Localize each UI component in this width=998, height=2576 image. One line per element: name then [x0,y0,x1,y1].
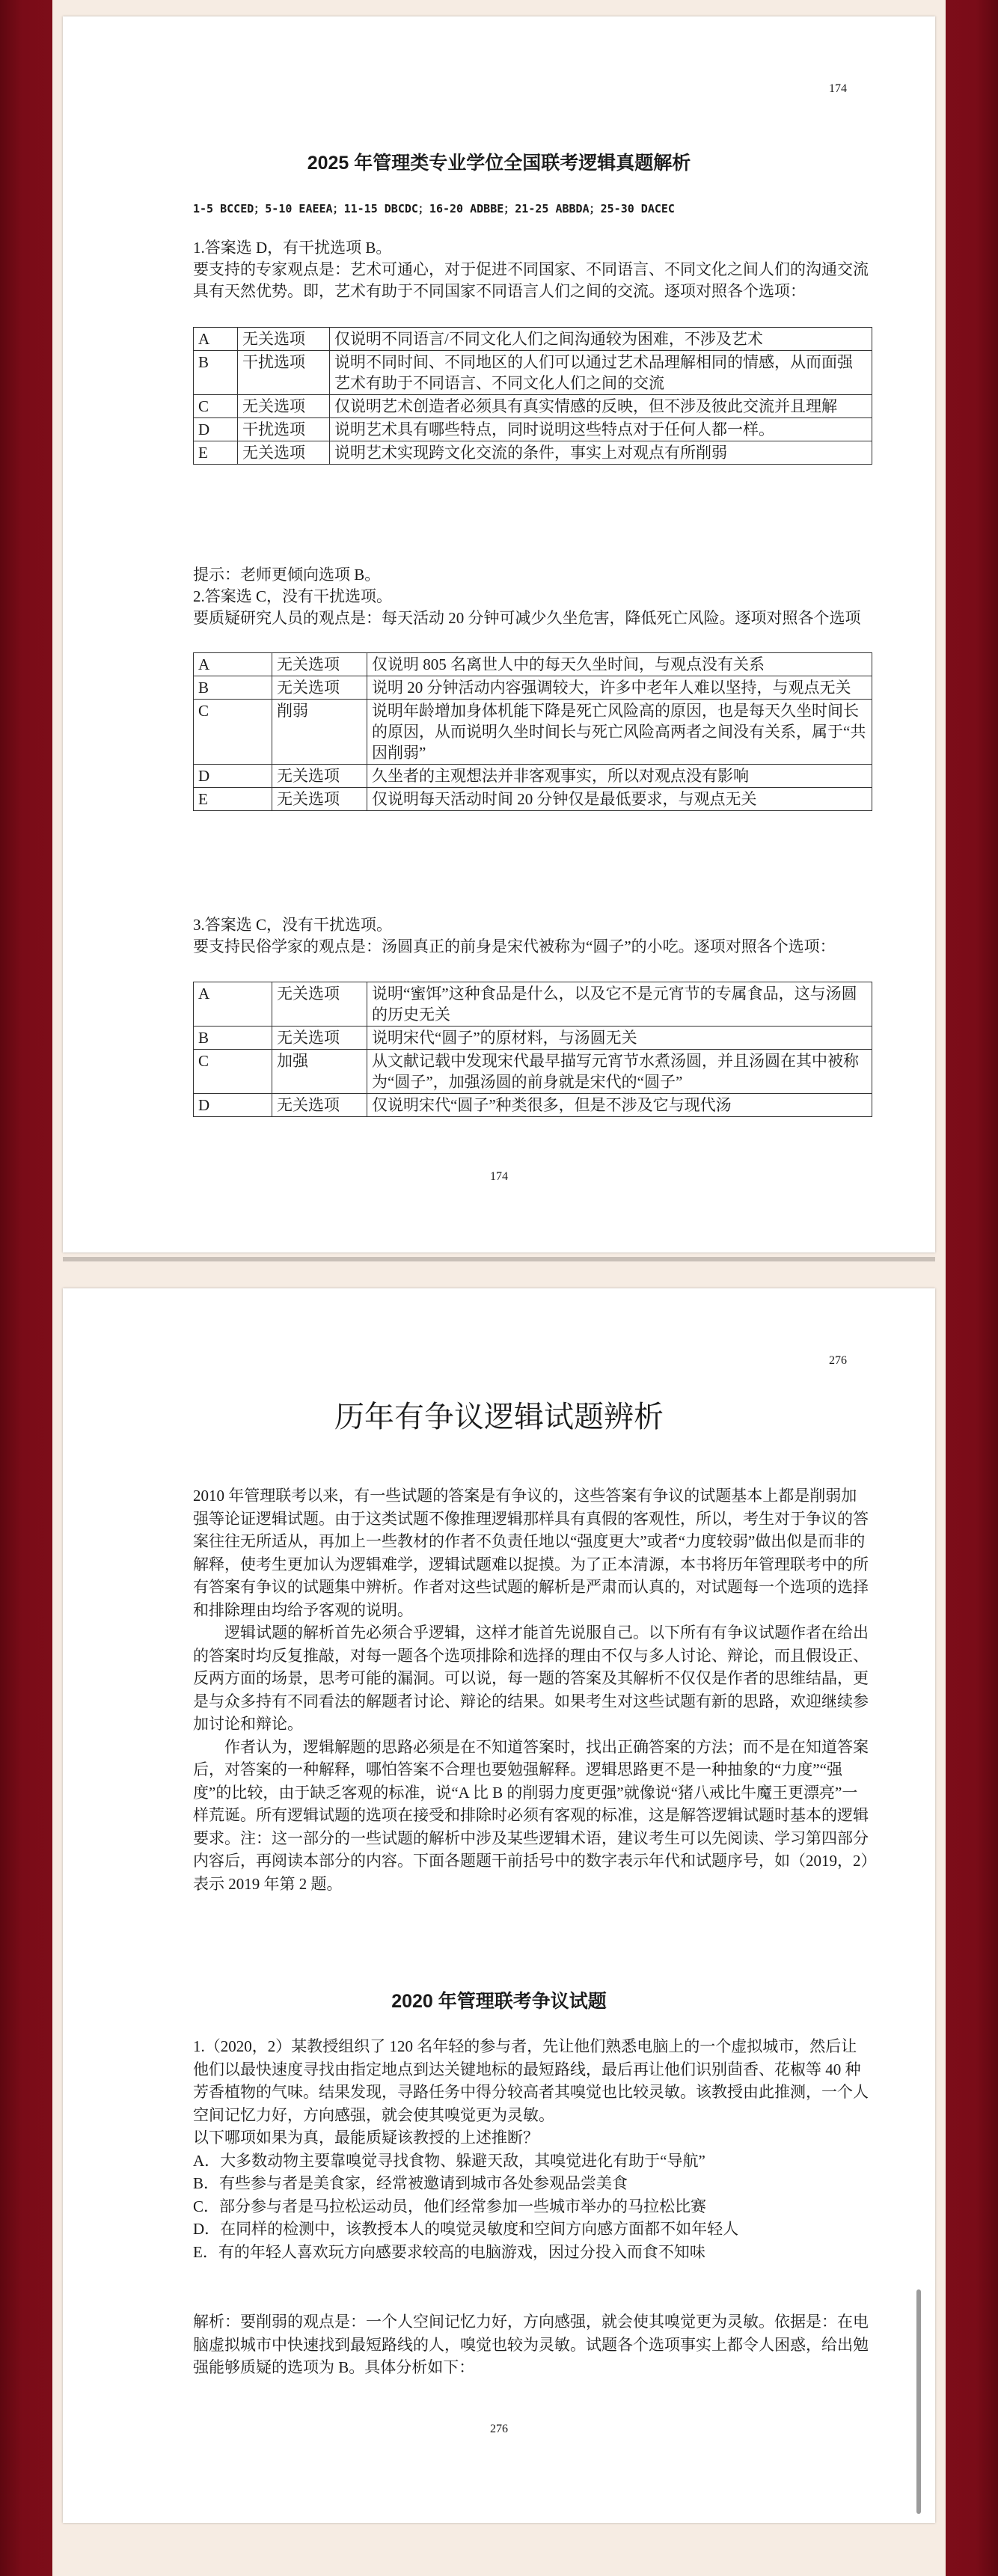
option-type: 无关选项 [272,1027,367,1050]
option-c: C．部分参与者是马拉松运动员，他们经常参加一些城市举办的马拉松比赛 [193,2197,707,2215]
page-number-bottom: 174 [490,1170,508,1183]
q3-text: 要支持民俗学家的观点是：汤圆真正的前身是宋代被称为“圆子”的小吃。逐项对照各个选项： [193,937,836,955]
q3-answer: 3.答案选 C，没有干扰选项。 [193,916,393,934]
q2-answer: 2.答案选 C，没有干扰选项。 [193,587,393,605]
table-row [194,1094,872,1117]
intro-paragraph-2: 逻辑试题的解析首先必须合乎逻辑，这样才能首先说服自己。以下所有有争议试题作者在给出的答案时均反复推敲，对每一题各个选项排除和选择的理由不仅与多人讨论、辩论，而且假设正、反两方面的场景，思考可能的漏洞。可以说，每一题的答案及其解析不仅仅是作者的思维结晶，更是与众多持有不同看法的解题者讨论、辩论的结果。如果考生对这些试题有新的思路，欢迎继续参加讨论和辩论。 [193,1624,869,1733]
option-desc: 说明“蜜饵”这种食品是什么，以及它不是元宵节的专属食品，这与汤圆的历史无关 [367,982,872,1027]
table-row [194,700,872,765]
option-desc: 说明艺术具有哪些特点，同时说明这些特点对于任何人都一样。 [330,418,872,441]
page-title: 历年有争议逻辑试题辨析 [334,1401,664,1434]
q2-text: 要质疑研究人员的观点是：每天活动 20 分钟可减少久坐危害，降低死亡风险。逐项对照各个选项 [193,609,861,627]
option-letter: E [194,441,238,465]
q2-options-table [193,652,872,811]
option-desc: 说明宋代“圆子”的原材料，与汤圆无关 [367,1027,872,1050]
page-title: 2025 年管理类专业学位全国联考逻辑真题解析 [307,153,691,174]
option-type: 无关选项 [238,395,330,418]
option-type: 加强 [272,1050,367,1094]
option-letter: B [194,1027,272,1050]
document-page-276 [63,1288,935,2523]
option-type: 无关选项 [272,676,367,700]
analysis-text: 解析：要削弱的观点是：一个人空间记忆力好，方向感强，就会使其嗅觉更为灵敏。依据是：在电脑虚拟城市中快速找到最短路线的人，嗅觉也较为灵敏。试题各个选项事实上都令人困惑，给出勉强能够质疑的选项为 B。具体分析如下： [193,2313,869,2376]
option-desc: 仅说明不同语言/不同文化人们之间沟通较为困难，不涉及艺术 [330,328,872,351]
option-letter: E [194,788,272,811]
page-separator [63,1257,935,1261]
q1-text: 要支持的专家观点是：艺术可通心，对于促进不同国家、不同语言、不同文化之间人们的沟通交流具有天然优势。即，艺术有助于不同国家不同语言人们之间的交流。逐项对照各个选项： [193,260,869,300]
question-prompt: 以下哪项如果为真，最能质疑该教授的上述推断？ [193,2129,539,2147]
table-row [194,1027,872,1050]
option-letter: A [194,328,238,351]
q3-options-table [193,982,872,1117]
option-type: 无关选项 [238,441,330,465]
q1-block [193,237,872,302]
question-text: 1.（2020，2）某教授组织了 120 名年轻的参与者，先让他们熟悉电脑上的一个虚拟城市，然后让他们以最快速度寻找由指定地点到达关键地标的最短路线，最后再让他们识别茴香、花椒等 40 种芳香植物的气味。结果发现，寻路任务中得分较高者其嗅觉也比较灵敏。该教授由此推测，一个人空间记忆力好，方向感强，就会使其嗅觉更为灵敏。 [193,2037,869,2124]
q1-hint: 提示：老师更倾向选项 B。 [193,566,381,584]
table-row [194,982,872,1027]
document-page-174 [63,16,935,1252]
option-letter: C [194,395,238,418]
option-type: 无关选项 [272,788,367,811]
q3-block [193,914,872,958]
option-type: 无关选项 [272,982,367,1027]
option-b: B．有些参与者是美食家，经常被邀请到城市各处参观品尝美食 [193,2174,628,2192]
option-letter: B [194,676,272,700]
table-row [194,418,872,441]
table-row [194,441,872,465]
option-letter: D [194,418,238,441]
intro-text [193,1484,872,1895]
option-letter: D [194,765,272,788]
option-desc: 说明不同时间、不同地区的人们可以通过艺术品理解相同的情感，从而面强艺术有助于不同语言、不同文化人们之间的交流 [330,351,872,395]
option-type: 削弱 [272,700,367,765]
page-number-top: 174 [829,82,847,95]
q1-options-table [193,327,872,465]
option-desc: 说明艺术实现跨文化交流的条件，事实上对观点有所削弱 [330,441,872,465]
option-desc: 从文献记载中发现宋代最早描写元宵节水煮汤圆，并且汤圆在其中被称为“圆子”，加强汤圆的前身就是宋代的“圆子” [367,1050,872,1094]
option-e: E．有的年轻人喜欢玩方向感要求较高的电脑游戏，因过分投入而食不知味 [193,2242,705,2261]
table-row [194,788,872,811]
table-row [194,765,872,788]
option-letter: D [194,1094,272,1117]
page-number-bottom: 276 [490,2423,508,2435]
option-desc: 说明年龄增加身体机能下降是死亡风险高的原因，也是每天久坐时间长的原因，从而说明久坐时间长与死亡风险高两者之间没有关系，属于“共因削弱” [367,700,872,765]
q2-block [193,564,872,629]
vertical-scrollbar[interactable] [916,2289,921,2514]
intro-paragraph-1: 2010 年管理联考以来，有一些试题的答案是有争议的，这些答案有争议的试题基本上都是削弱加强等论证逻辑试题。由于这类试题不像推理逻辑那样具有真假的客观性，所以，考生对于争议的答案往往无所适从，再加上一些教材的作者不负责任地以“强度更大”或者“力度较弱”做出似是而非的解释，使考生更加认为逻辑难学，逻辑试题难以捉摸。为了正本清源，本书将历年管理联考中的所有答案有争议的试题集中辨析。作者对这些试题的解析是严肃而认真的，对试题每一个选项的选择和排除理由均给予客观的说明。 [193,1487,869,1619]
page-number-top: 276 [829,1354,847,1367]
question-block [193,2035,872,2263]
option-type: 干扰选项 [238,418,330,441]
analysis-block [193,2310,872,2379]
option-letter: A [194,653,272,676]
option-type: 无关选项 [272,765,367,788]
q1-answer: 1.答案选 D，有干扰选项 B。 [193,239,392,257]
section-subtitle: 2020 年管理联考争议试题 [391,1991,607,2012]
option-letter: B [194,351,238,395]
answer-keys: 1-5 BCCED；5-10 EAEEA；11-15 DBCDC；16-20 ADBBE；21-25 ABBDA；25-30 DACEC [193,202,675,215]
option-desc: 仅说明 805 名离世人中的每天久坐时间，与观点没有关系 [367,653,872,676]
option-type: 无关选项 [272,1094,367,1117]
option-a: A．大多数动物主要靠嗅觉寻找食物、躲避天敌，其嗅觉进化有助于“导航” [193,2151,705,2170]
option-type: 干扰选项 [238,351,330,395]
option-d: D．在同样的检测中，该教授本人的嗅觉灵敏度和空间方向感方面都不如年轻人 [193,2220,739,2238]
option-desc: 仅说明宋代“圆子”种类很多，但是不涉及它与现代汤 [367,1094,872,1117]
option-letter: C [194,700,272,765]
table-row [194,1050,872,1094]
option-type: 无关选项 [238,328,330,351]
table-row [194,653,872,676]
option-desc: 久坐者的主观想法并非客观事实，所以对观点没有影响 [367,765,872,788]
table-row [194,328,872,351]
option-letter: A [194,982,272,1027]
option-desc: 说明 20 分钟活动内容强调较大，许多中老年人难以坚持，与观点无关 [367,676,872,700]
option-letter: C [194,1050,272,1094]
table-row [194,676,872,700]
option-type: 无关选项 [272,653,367,676]
option-desc: 仅说明艺术创造者必须具有真实情感的反映，但不涉及彼此交流并且理解 [330,395,872,418]
table-row [194,395,872,418]
option-desc: 仅说明每天活动时间 20 分钟仅是最低要求，与观点无关 [367,788,872,811]
table-row [194,351,872,395]
intro-paragraph-3: 作者认为，逻辑解题的思路必须是在不知道答案时，找出正确答案的方法；而不是在知道答案后，对答案的一种解释，哪怕答案不合理也要勉强解释。逻辑思路更不是一种抽象的“力度”“强度”的比较，由于缺乏客观的标准，说“A 比 B 的削弱力度更强”就像说“猪八戒比牛魔王更漂亮”一样荒诞。所有逻辑试题的选项在接受和排除时必须有客观的标准，这是解答逻辑试题时基本的逻辑要求。注：这一部分的一些试题的解析中涉及某些逻辑术语，建议考生可以先阅读、学习第四部分内容后，再阅读本部分的内容。下面各题题干前括号中的数字表示年代和试题序号，如（2019，2）表示 2019 年第 2 题。 [193,1737,869,1893]
